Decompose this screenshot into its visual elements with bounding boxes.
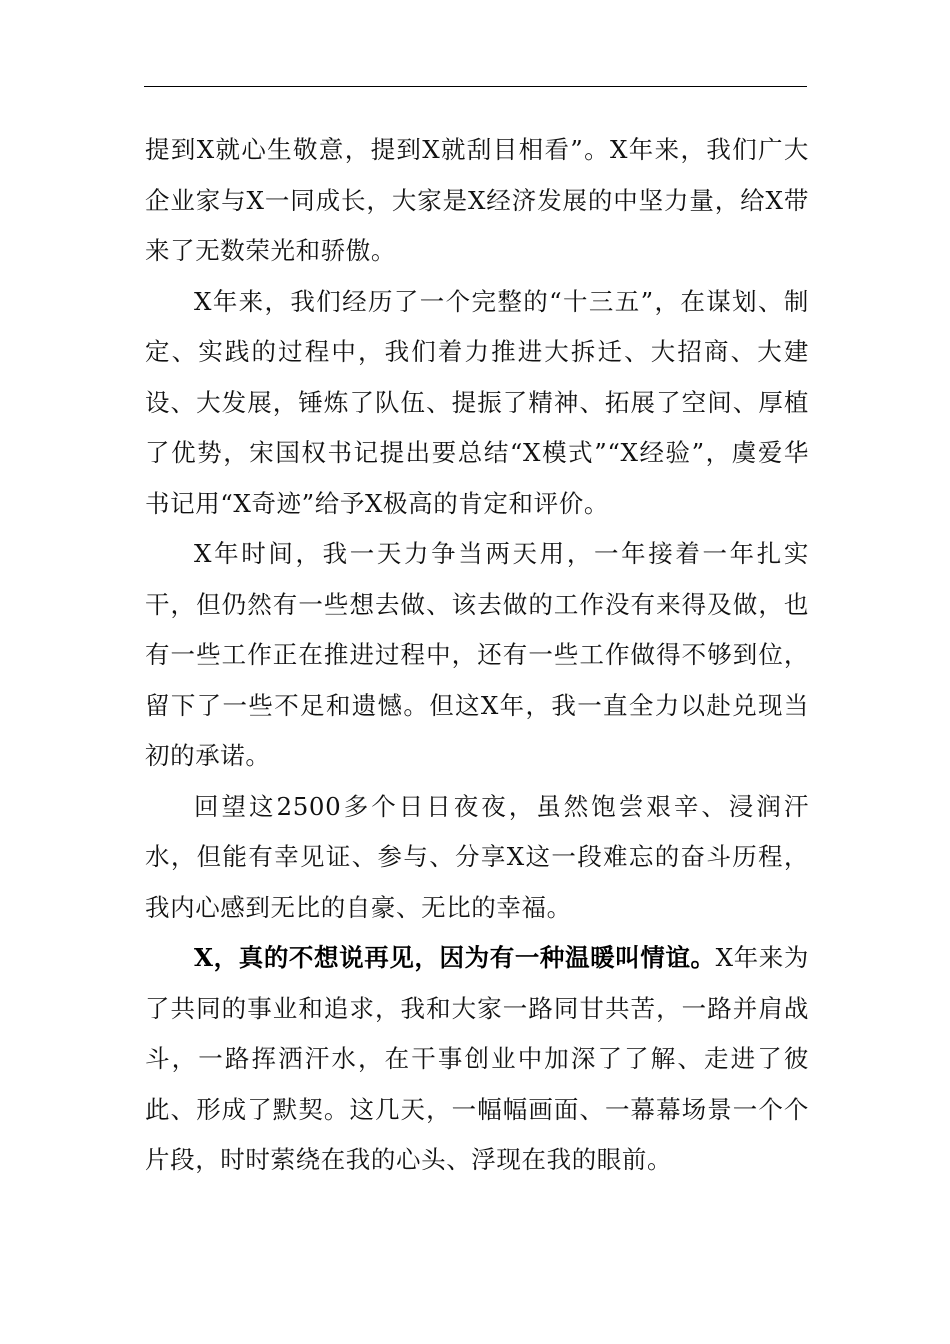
paragraph-5 xyxy=(145,933,809,1186)
paragraph-1 xyxy=(145,125,809,277)
paragraph-3-text: X年时间，我一天力争当两天用，一年接着一年扎实干，但仍然有一些想去做、该去做的工作没有来得及做，也有一些工作正在推进过程中，还有一些工作做得不够到位，留下了一些不足和遗憾。但这X年，我一直全力以赴兑现当初的承诺。 xyxy=(145,539,809,770)
paragraph-4-text: 回望这2500多个日日夜夜，虽然饱尝艰辛、浸润汗水，但能有幸见证、参与、分享X这一段难忘的奋斗历程，我内心感到无比的自豪、无比的幸福。 xyxy=(145,791,809,922)
paragraph-1-text: 提到X就心生敬意，提到X就刮目相看”。X年来，我们广大企业家与X一同成长，大家是X经济发展的中坚力量，给X带来了无数荣光和骄傲。 xyxy=(145,135,809,265)
paragraph-5-lead-sentence: X，真的不想说再见，因为有一种温暖叫情谊。 xyxy=(194,943,716,972)
paragraph-2 xyxy=(145,277,809,530)
paragraph-2-text: X年来，我们经历了一个完整的“十三五”，在谋划、制定、实践的过程中，我们着力推进大拆迁、大招商、大建设、大发展，锤炼了队伍、提振了精神、拓展了空间、厚植了优势，宋国权书记提出要总结“X模式”“X经验”，虞爱华书记用“X奇迹”给予X极高的肯定和评价。 xyxy=(145,286,809,518)
document-body xyxy=(145,125,809,1186)
paragraph-5-text: X年来为了共同的事业和追求，我和大家一路同甘共苦，一路并肩战斗，一路挥洒汗水，在干事创业中加深了了解、走进了彼此、形成了默契。这几天，一幅幅画面、一幕幕场景一个个片段，时时萦绕在我的心头、浮现在我的眼前。 xyxy=(145,943,810,1174)
header-rule xyxy=(144,86,807,87)
paragraph-3 xyxy=(145,529,809,782)
paragraph-4 xyxy=(145,782,809,934)
